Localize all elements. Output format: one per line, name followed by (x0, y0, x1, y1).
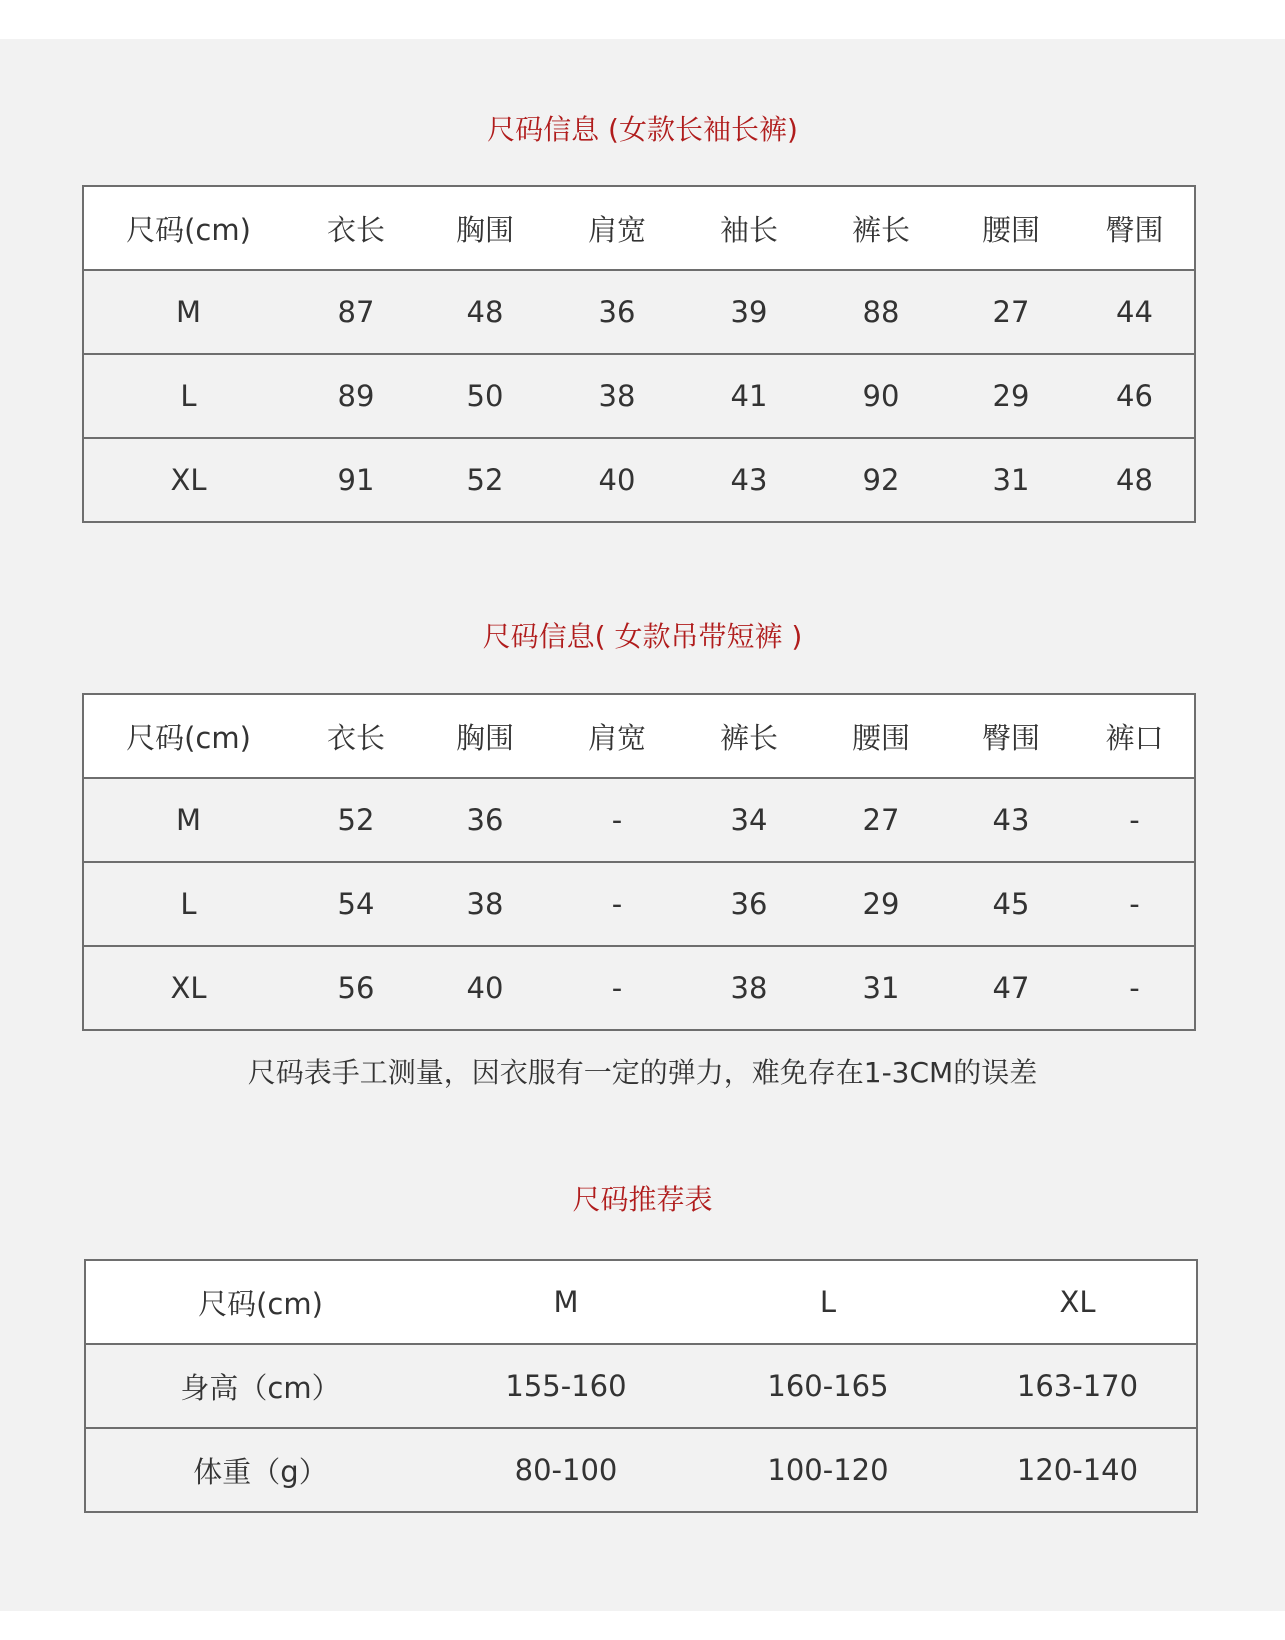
measurement-note: 尺码表手工测量，因衣服有一定的弹力，难免存在1-3CM的误差 (247, 1056, 1038, 1089)
value-cell: 41 (683, 354, 815, 438)
section-title-shorts: 尺码信息( 女款吊带短裤 ) (482, 620, 803, 653)
value-cell: 88 (815, 270, 947, 354)
size-cell: XL (83, 946, 293, 1030)
table-row (83, 354, 1195, 438)
value-cell: - (1075, 946, 1195, 1030)
value-cell: 36 (419, 778, 551, 862)
value-cell: 50 (419, 354, 551, 438)
table-header-row (83, 186, 1195, 270)
size-table-long (82, 185, 1196, 523)
header-cell: 腰围 (947, 186, 1075, 270)
table-row (85, 1428, 1197, 1512)
value-cell: 29 (947, 354, 1075, 438)
header-cell: 臀围 (1075, 186, 1195, 270)
value-cell: 89 (293, 354, 419, 438)
row-label-cell: 体重（g） (85, 1428, 435, 1512)
table-row (83, 778, 1195, 862)
value-cell: 87 (293, 270, 419, 354)
value-cell: 52 (293, 778, 419, 862)
size-cell: M (83, 270, 293, 354)
value-cell: 91 (293, 438, 419, 522)
table-header-row (83, 694, 1195, 778)
value-cell: 46 (1075, 354, 1195, 438)
value-cell: 29 (815, 862, 947, 946)
header-cell: 尺码(cm) (85, 1260, 435, 1344)
value-cell: - (1075, 778, 1195, 862)
value-cell: - (551, 862, 683, 946)
value-cell: 34 (683, 778, 815, 862)
table-row (83, 438, 1195, 522)
header-cell: L (697, 1260, 959, 1344)
value-cell: 54 (293, 862, 419, 946)
header-cell: 胸围 (419, 186, 551, 270)
size-cell: XL (83, 438, 293, 522)
header-cell: 衣长 (293, 694, 419, 778)
row-label-cell: 身高（cm） (85, 1344, 435, 1428)
header-cell: 臀围 (947, 694, 1075, 778)
size-recommend-table (84, 1259, 1198, 1513)
value-cell: 80-100 (435, 1428, 697, 1512)
size-cell: L (83, 862, 293, 946)
value-cell: - (551, 946, 683, 1030)
value-cell: 27 (947, 270, 1075, 354)
value-cell: 47 (947, 946, 1075, 1030)
value-cell: 36 (551, 270, 683, 354)
value-cell: 36 (683, 862, 815, 946)
value-cell: 48 (419, 270, 551, 354)
value-cell: - (551, 778, 683, 862)
table-row (85, 1344, 1197, 1428)
header-cell: 裤口 (1075, 694, 1195, 778)
header-cell: 腰围 (815, 694, 947, 778)
header-cell: 尺码(cm) (83, 186, 293, 270)
size-table-shorts (82, 693, 1196, 1031)
header-cell: 裤长 (683, 694, 815, 778)
value-cell: 48 (1075, 438, 1195, 522)
header-cell: 胸围 (419, 694, 551, 778)
header-cell: 裤长 (815, 186, 947, 270)
value-cell: 45 (947, 862, 1075, 946)
table-row (83, 270, 1195, 354)
header-cell: 肩宽 (551, 694, 683, 778)
header-cell: M (435, 1260, 697, 1344)
value-cell: 39 (683, 270, 815, 354)
value-cell: 100-120 (697, 1428, 959, 1512)
header-cell: 衣长 (293, 186, 419, 270)
value-cell: 40 (551, 438, 683, 522)
header-cell: 肩宽 (551, 186, 683, 270)
value-cell: 43 (683, 438, 815, 522)
value-cell: 31 (815, 946, 947, 1030)
value-cell: 120-140 (959, 1428, 1197, 1512)
value-cell: 31 (947, 438, 1075, 522)
value-cell: 38 (551, 354, 683, 438)
size-cell: L (83, 354, 293, 438)
value-cell: 27 (815, 778, 947, 862)
section-title-long: 尺码信息 (女款长袖长裤) (487, 113, 798, 146)
value-cell: 160-165 (697, 1344, 959, 1428)
value-cell: 38 (419, 862, 551, 946)
value-cell: 90 (815, 354, 947, 438)
table-row (83, 862, 1195, 946)
value-cell: 52 (419, 438, 551, 522)
content-panel (0, 39, 1285, 1611)
section-title-recommend: 尺码推荐表 (572, 1183, 713, 1216)
value-cell: 43 (947, 778, 1075, 862)
value-cell: 155-160 (435, 1344, 697, 1428)
value-cell: 38 (683, 946, 815, 1030)
table-row (83, 946, 1195, 1030)
header-cell: 尺码(cm) (83, 694, 293, 778)
size-cell: M (83, 778, 293, 862)
value-cell: 40 (419, 946, 551, 1030)
value-cell: - (1075, 862, 1195, 946)
value-cell: 56 (293, 946, 419, 1030)
value-cell: 163-170 (959, 1344, 1197, 1428)
value-cell: 92 (815, 438, 947, 522)
table-header-row (85, 1260, 1197, 1344)
header-cell: 袖长 (683, 186, 815, 270)
value-cell: 44 (1075, 270, 1195, 354)
header-cell: XL (959, 1260, 1197, 1344)
